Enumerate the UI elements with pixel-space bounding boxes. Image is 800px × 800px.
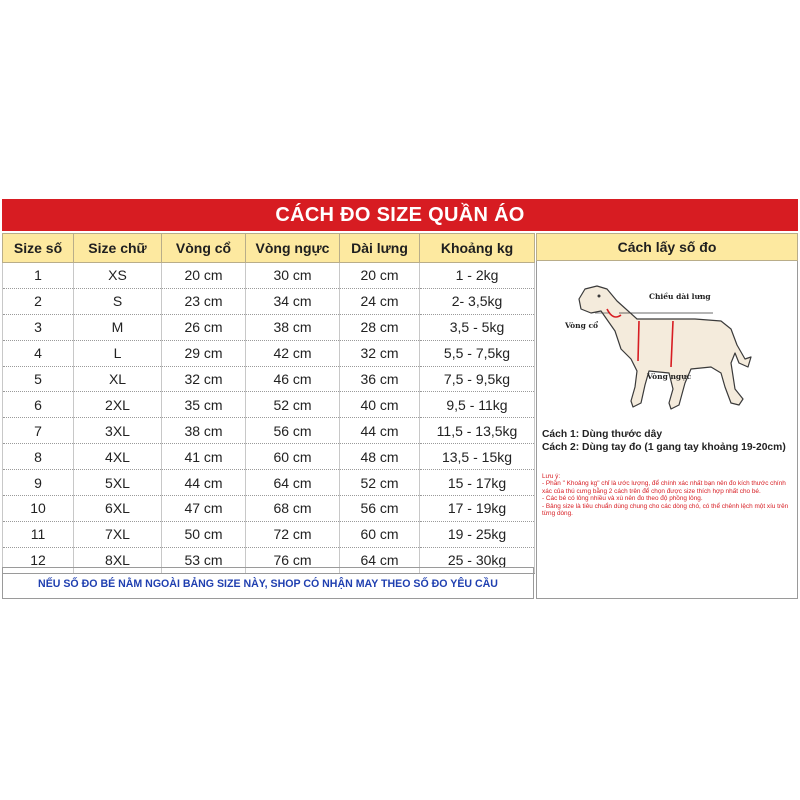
cell-back-length: 20 cm: [340, 263, 420, 289]
cell-size-letter: L: [74, 340, 162, 366]
cell-neck: 20 cm: [162, 263, 246, 289]
table-row: [3, 496, 535, 522]
cell-back-length: 48 cm: [340, 444, 420, 470]
table-row: [3, 418, 535, 444]
cell-weight-range: 7,5 - 9,5kg: [420, 366, 535, 392]
cell-chest: 64 cm: [246, 470, 340, 496]
cell-chest: 60 cm: [246, 444, 340, 470]
neck-label: Vòng cổ: [565, 321, 599, 330]
cell-size-letter: 2XL: [74, 392, 162, 418]
cell-size-number: 10: [3, 496, 74, 522]
cell-back-length: 56 cm: [340, 496, 420, 522]
page-title: CÁCH ĐO SIZE QUẦN ÁO: [2, 199, 798, 231]
table-row: [3, 314, 535, 340]
cell-chest: 68 cm: [246, 496, 340, 522]
cell-size-number: 4: [3, 340, 74, 366]
cell-back-length: 40 cm: [340, 392, 420, 418]
dog-diagram: [545, 279, 755, 429]
measure-heading: Cách lấy số đo: [536, 233, 798, 261]
cell-neck: 32 cm: [162, 366, 246, 392]
column-header-size-letter: Size chữ: [74, 234, 162, 263]
cell-size-letter: S: [74, 288, 162, 314]
column-header-back-length: Dài lưng: [340, 234, 420, 263]
table-row: [3, 288, 535, 314]
cell-size-letter: XL: [74, 366, 162, 392]
cell-chest: 42 cm: [246, 340, 340, 366]
cell-size-number: 12: [3, 547, 74, 573]
column-header-chest: Vòng ngực: [246, 234, 340, 263]
cell-size-letter: 7XL: [74, 521, 162, 547]
cell-neck: 47 cm: [162, 496, 246, 522]
cell-back-length: 52 cm: [340, 470, 420, 496]
cell-size-number: 6: [3, 392, 74, 418]
back-length-label: Chiều dài lưng: [649, 292, 711, 301]
cell-weight-range: 11,5 - 13,5kg: [420, 418, 535, 444]
cell-neck: 41 cm: [162, 444, 246, 470]
cell-size-letter: M: [74, 314, 162, 340]
cell-size-number: 11: [3, 521, 74, 547]
cell-back-length: 28 cm: [340, 314, 420, 340]
cell-neck: 35 cm: [162, 392, 246, 418]
cell-chest: 76 cm: [246, 547, 340, 573]
cell-size-number: 7: [3, 418, 74, 444]
cell-weight-range: 17 - 19kg: [420, 496, 535, 522]
table-row: [3, 444, 535, 470]
cell-size-letter: 8XL: [74, 547, 162, 573]
cell-back-length: 24 cm: [340, 288, 420, 314]
cell-size-letter: 5XL: [74, 470, 162, 496]
measure-panel: [536, 261, 798, 599]
cell-size-number: 1: [3, 263, 74, 289]
cell-weight-range: 25 - 30kg: [420, 547, 535, 573]
cell-neck: 29 cm: [162, 340, 246, 366]
cell-weight-range: 1 - 2kg: [420, 263, 535, 289]
memo-line: - Các bé có lông nhiều và xù nên đo theo độ phồng lông.: [542, 495, 703, 503]
cell-neck: 26 cm: [162, 314, 246, 340]
cell-weight-range: 19 - 25kg: [420, 521, 535, 547]
cell-chest: 46 cm: [246, 366, 340, 392]
cell-back-length: 60 cm: [340, 521, 420, 547]
cell-chest: 38 cm: [246, 314, 340, 340]
memo-line: - Phần " Khoảng kg" chỉ là ước lượng, để chính xác nhất bạn nên đo kích thước chính xác của thú cưng bằng 2 cách trên để chọn được size thích hợp nhất cho bé.: [542, 480, 786, 495]
cell-size-letter: 4XL: [74, 444, 162, 470]
cell-chest: 52 cm: [246, 392, 340, 418]
cell-chest: 56 cm: [246, 418, 340, 444]
method-hand: Cách 2: Dùng tay đo (1 gang tay khoảng 19-20cm): [542, 441, 786, 453]
column-header-neck: Vòng cổ: [162, 234, 246, 263]
cell-neck: 53 cm: [162, 547, 246, 573]
cell-neck: 38 cm: [162, 418, 246, 444]
cell-weight-range: 13,5 - 15kg: [420, 444, 535, 470]
cell-size-number: 9: [3, 470, 74, 496]
column-header-size-number: Size số: [3, 234, 74, 263]
custom-size-note: NẾU SỐ ĐO BÉ NẰM NGOÀI BẢNG SIZE NÀY, SHOP CÓ NHẬN MAY THEO SỐ ĐO YÊU CẦU: [2, 567, 534, 599]
cell-weight-range: 9,5 - 11kg: [420, 392, 535, 418]
cell-size-letter: 3XL: [74, 418, 162, 444]
table-row: [3, 521, 535, 547]
dog-eye-icon: [598, 295, 601, 298]
cell-size-number: 5: [3, 366, 74, 392]
cell-weight-range: 5,5 - 7,5kg: [420, 340, 535, 366]
cell-back-length: 64 cm: [340, 547, 420, 573]
cell-neck: 50 cm: [162, 521, 246, 547]
cell-weight-range: 15 - 17kg: [420, 470, 535, 496]
cell-back-length: 32 cm: [340, 340, 420, 366]
chest-label: Vòng ngực: [647, 372, 692, 381]
table-row: [3, 263, 535, 289]
size-table-header: [3, 234, 535, 263]
column-header-weight-range: Khoảng kg: [420, 234, 535, 263]
cell-chest: 72 cm: [246, 521, 340, 547]
cell-back-length: 36 cm: [340, 366, 420, 392]
memo-notes: [542, 473, 794, 517]
cell-neck: 44 cm: [162, 470, 246, 496]
cell-neck: 23 cm: [162, 288, 246, 314]
cell-back-length: 44 cm: [340, 418, 420, 444]
table-row: [3, 366, 535, 392]
cell-weight-range: 3,5 - 5kg: [420, 314, 535, 340]
memo-title: Lưu ý:: [542, 473, 561, 480]
size-table: [2, 233, 535, 574]
table-row: [3, 340, 535, 366]
method-tape: Cách 1: Dùng thước dây: [542, 429, 663, 440]
cell-chest: 30 cm: [246, 263, 340, 289]
table-row: [3, 470, 535, 496]
cell-size-letter: XS: [74, 263, 162, 289]
table-row: [3, 392, 535, 418]
cell-size-number: 2: [3, 288, 74, 314]
cell-weight-range: 2- 3,5kg: [420, 288, 535, 314]
measure-methods: [542, 429, 786, 454]
cell-size-letter: 6XL: [74, 496, 162, 522]
cell-size-number: 8: [3, 444, 74, 470]
size-chart-sheet: [0, 197, 800, 602]
cell-chest: 34 cm: [246, 288, 340, 314]
dog-silhouette: [579, 286, 751, 409]
cell-size-number: 3: [3, 314, 74, 340]
memo-line: - Bảng size là tiêu chuẩn dùng chung cho các dòng chó, có thể chênh lệch một xíu trên từng dòng.: [542, 502, 789, 518]
